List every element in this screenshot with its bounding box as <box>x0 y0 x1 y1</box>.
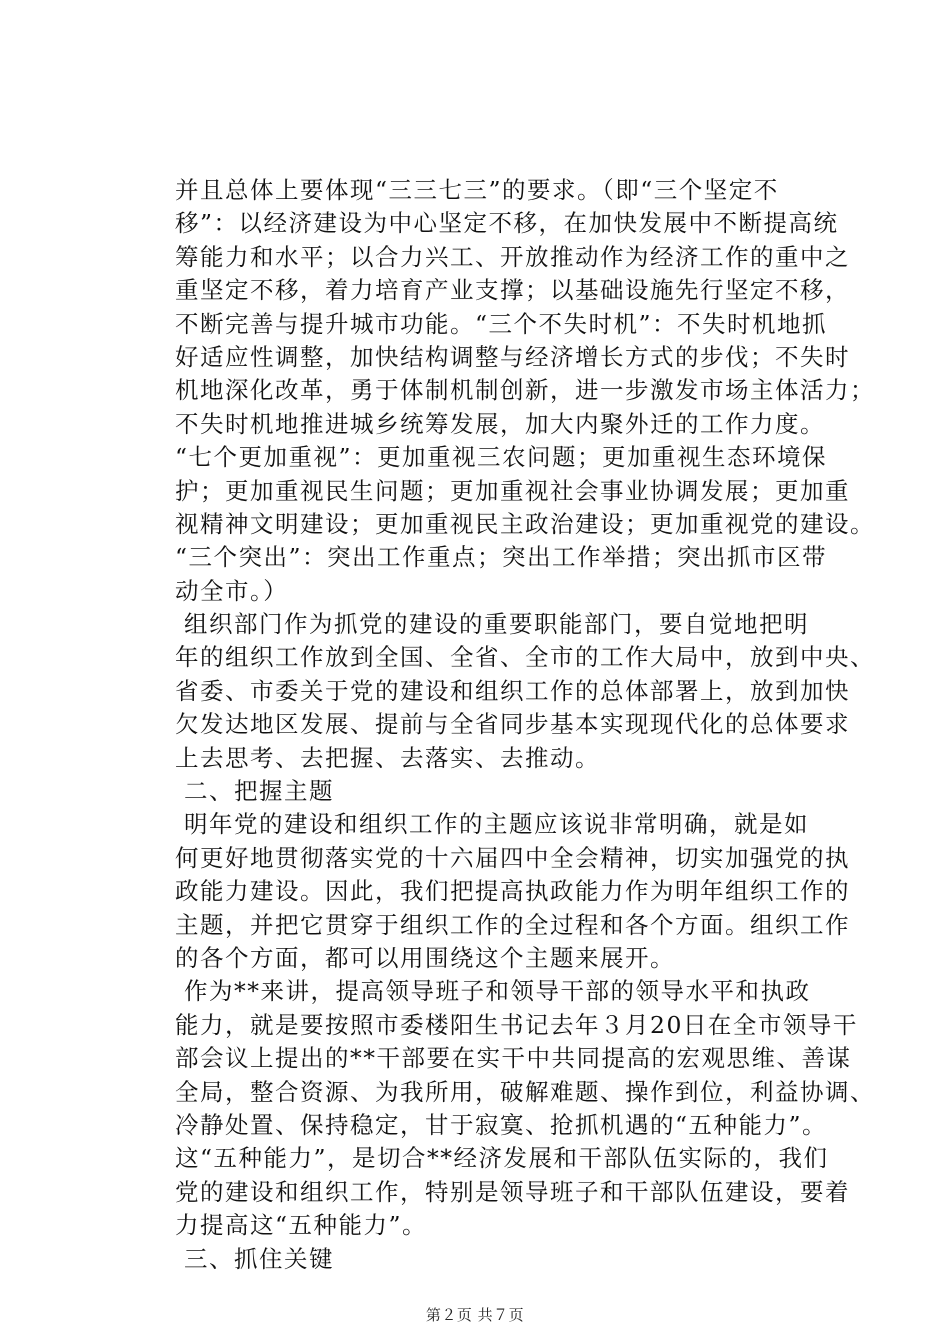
section-heading: 三、抓住关键 <box>184 1244 334 1273</box>
text-line: 这“五种能力”，是切合**经济发展和干部队伍实际的，我们 <box>175 1144 829 1173</box>
text-line: 重坚定不移，着力培育产业支撑；以基础设施先行坚定不移， <box>175 276 850 305</box>
text-line: “三个突出”：突出工作重点；突出工作举措；突出抓市区带 <box>175 543 828 572</box>
text-line: 的各个方面，都可以用围绕这个主题来展开。 <box>175 943 675 972</box>
text-line: 不断完善与提升城市功能。“三个不失时机”：不失时机地抓 <box>175 309 828 338</box>
text-line: 冷静处置、保持稳定，甘于寂寞、抢抓机遇的“五种能力”。 <box>175 1110 828 1139</box>
text-line: 力提高这“五种能力”。 <box>175 1211 428 1240</box>
text-line: 动全市。） <box>175 576 289 605</box>
text-line: 护；更加重视民生问题；更加重视社会事业协调发展；更加重 <box>175 476 850 505</box>
text-line: 移”：以经济建设为中心坚定不移，在加快发展中不断提高统 <box>175 209 839 238</box>
text-line: 省委、市委关于党的建设和组织工作的总体部署上，放到加快 <box>175 676 850 705</box>
text-line: 欠发达地区发展、提前与全省同步基本实现现代化的总体要求 <box>175 710 850 739</box>
text-line: 部会议上提出的**干部要在实干中共同提高的宏观思维、善谋 <box>175 1044 852 1073</box>
paragraph-start-line: 组织部门作为抓党的建设的重要职能部门，要自觉地把明 <box>184 610 809 639</box>
document-body <box>175 174 875 1276</box>
text-line: 视精神文明建设；更加重视民主政治建设；更加重视党的建设。 <box>175 509 875 538</box>
text-line: 能力，就是要按照市委楼阳生书记去年３月20日在全市领导干 <box>175 1010 858 1039</box>
text-line: 好适应性调整，加快结构调整与经济增长方式的步伐；不失时 <box>175 342 850 371</box>
text-line: 何更好地贯彻落实党的十六届四中全会精神，切实加强党的执 <box>175 843 850 872</box>
text-line: 筹能力和水平；以合力兴工、开放推动作为经济工作的重中之 <box>175 242 850 271</box>
text-line: 年的组织工作放到全国、全省、全市的工作大局中，放到中央、 <box>175 643 875 672</box>
page-number-footer: 第２页 共７页 <box>425 1306 525 1324</box>
text-line: “七个更加重视”：更加重视三农问题；更加重视生态环境保 <box>175 443 828 472</box>
text-line: 政能力建设。因此，我们把提高执政能力作为明年组织工作的 <box>175 877 850 906</box>
text-line: 上去思考、去把握、去落实、去推动。 <box>175 743 600 772</box>
text-line: 主题，并把它贯穿于组织工作的全过程和各个方面。组织工作 <box>175 910 850 939</box>
paragraph-start-line: 作为**来讲，提高领导班子和领导干部的领导水平和执政 <box>184 977 811 1006</box>
text-line: 党的建设和组织工作，特别是领导班子和干部队伍建设，要着 <box>175 1177 850 1206</box>
text-line: 机地深化改革，勇于体制机制创新，进一步激发市场主体活力； <box>175 376 875 405</box>
text-line: 全局，整合资源、为我所用，破解难题、操作到位，利益协调、 <box>175 1077 875 1106</box>
section-heading: 二、把握主题 <box>184 777 334 806</box>
text-line: 不失时机地推进城乡统筹发展，加大内聚外迁的工作力度。 <box>175 409 825 438</box>
paragraph-start-line: 明年党的建设和组织工作的主题应该说非常明确，就是如 <box>184 810 809 839</box>
text-line: 并且总体上要体现“三三七三”的要求。（即“三个坚定不 <box>175 176 779 204</box>
